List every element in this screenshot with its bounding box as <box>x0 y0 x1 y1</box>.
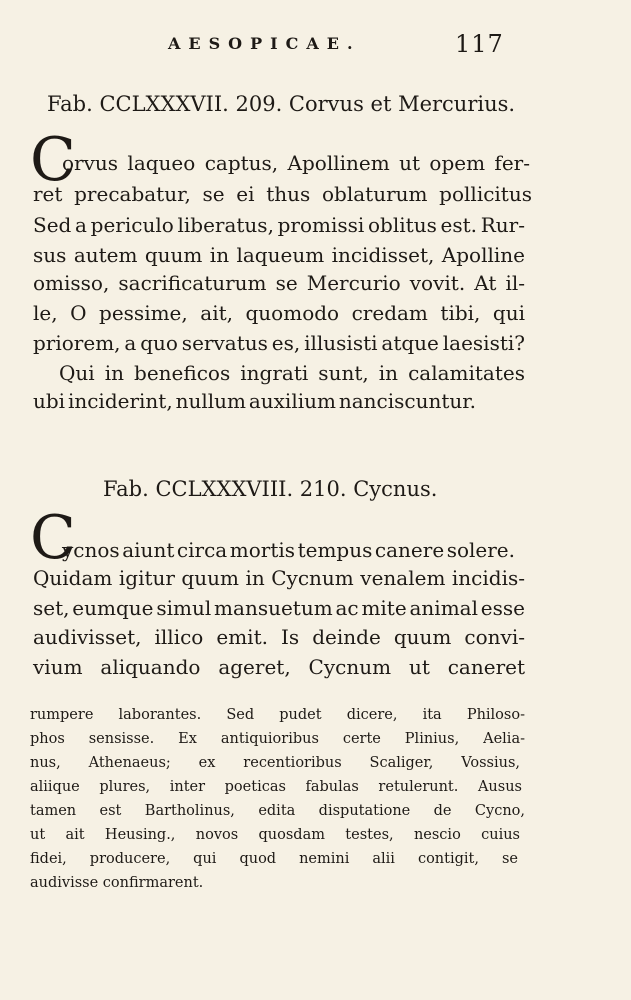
footnote-line: rumpere laborantes. Sed pudet dicere, ita Philoso- <box>30 707 525 723</box>
text-line: omisso, sacrificaturum se Mercurio vovit. At il- <box>33 271 525 295</box>
fable-287-title: Fab. CCLXXXVII. 209. Corvus et Mercurius. <box>47 92 516 116</box>
running-head <box>0 30 631 60</box>
text-line: sus autem quum in laqueum incidisset, Apolline <box>33 243 525 267</box>
text-line: ubi inciderint, nullum auxilium nanciscuntur. <box>33 389 476 413</box>
text-line: Qui in beneficos ingrati sunt, in calamitates <box>59 361 525 385</box>
text-line: audivisset, illico emit. Is deinde quum convi- <box>33 625 525 649</box>
footnote-line: nus, Athenaeus; ex recentioribus Scaliger, Vossius, <box>30 755 520 771</box>
fable-288-dropcap: C <box>30 503 76 573</box>
footnote-line: tamen est Bartholinus, edita disputatione de Cycno, <box>30 803 525 819</box>
text-line: Sed a periculo liberatus, promissi oblitus est. Rur- <box>33 213 525 237</box>
footnote-line: aliique plures, inter poeticas fabulas retulerunt. Ausus <box>30 779 522 795</box>
footnote-line: phos sensisse. Ex antiquioribus certe Plinius, Aelia- <box>30 731 525 747</box>
text-line: ret precabatur, se ei thus oblaturum pollicitus <box>33 182 532 206</box>
text-line: le, O pessime, ait, quomodo credam tibi, qui <box>33 301 525 325</box>
footnote-line: fidei, producere, qui quod nemini alii contigit, se <box>30 851 518 867</box>
text-line: ycnos aiunt circa mortis tempus canere solere. <box>62 538 515 562</box>
footnote-line: ut ait Heusing., novos quosdam testes, nescio cuius <box>30 827 520 843</box>
text-line: set, eumque simul mansuetum ac mite animal esse <box>33 596 525 620</box>
fable-287-dropcap: C <box>30 125 76 195</box>
footnote-line: audivisse confirmarent. <box>30 875 204 891</box>
running-title: AESOPICAE. <box>168 34 361 53</box>
text-line: Quidam igitur quum in Cycnum venalem incidis- <box>33 566 525 590</box>
text-line: vium aliquando ageret, Cycnum ut caneret <box>33 655 525 679</box>
text-line: orvus laqueo captus, Apollinem ut opem fer- <box>62 151 530 175</box>
fable-288-title: Fab. CCLXXXVIII. 210. Cycnus. <box>103 477 438 501</box>
text-line: priorem, a quo servatus es, illusisti atque laesisti? <box>33 331 525 355</box>
page-number: 117 <box>455 30 504 58</box>
